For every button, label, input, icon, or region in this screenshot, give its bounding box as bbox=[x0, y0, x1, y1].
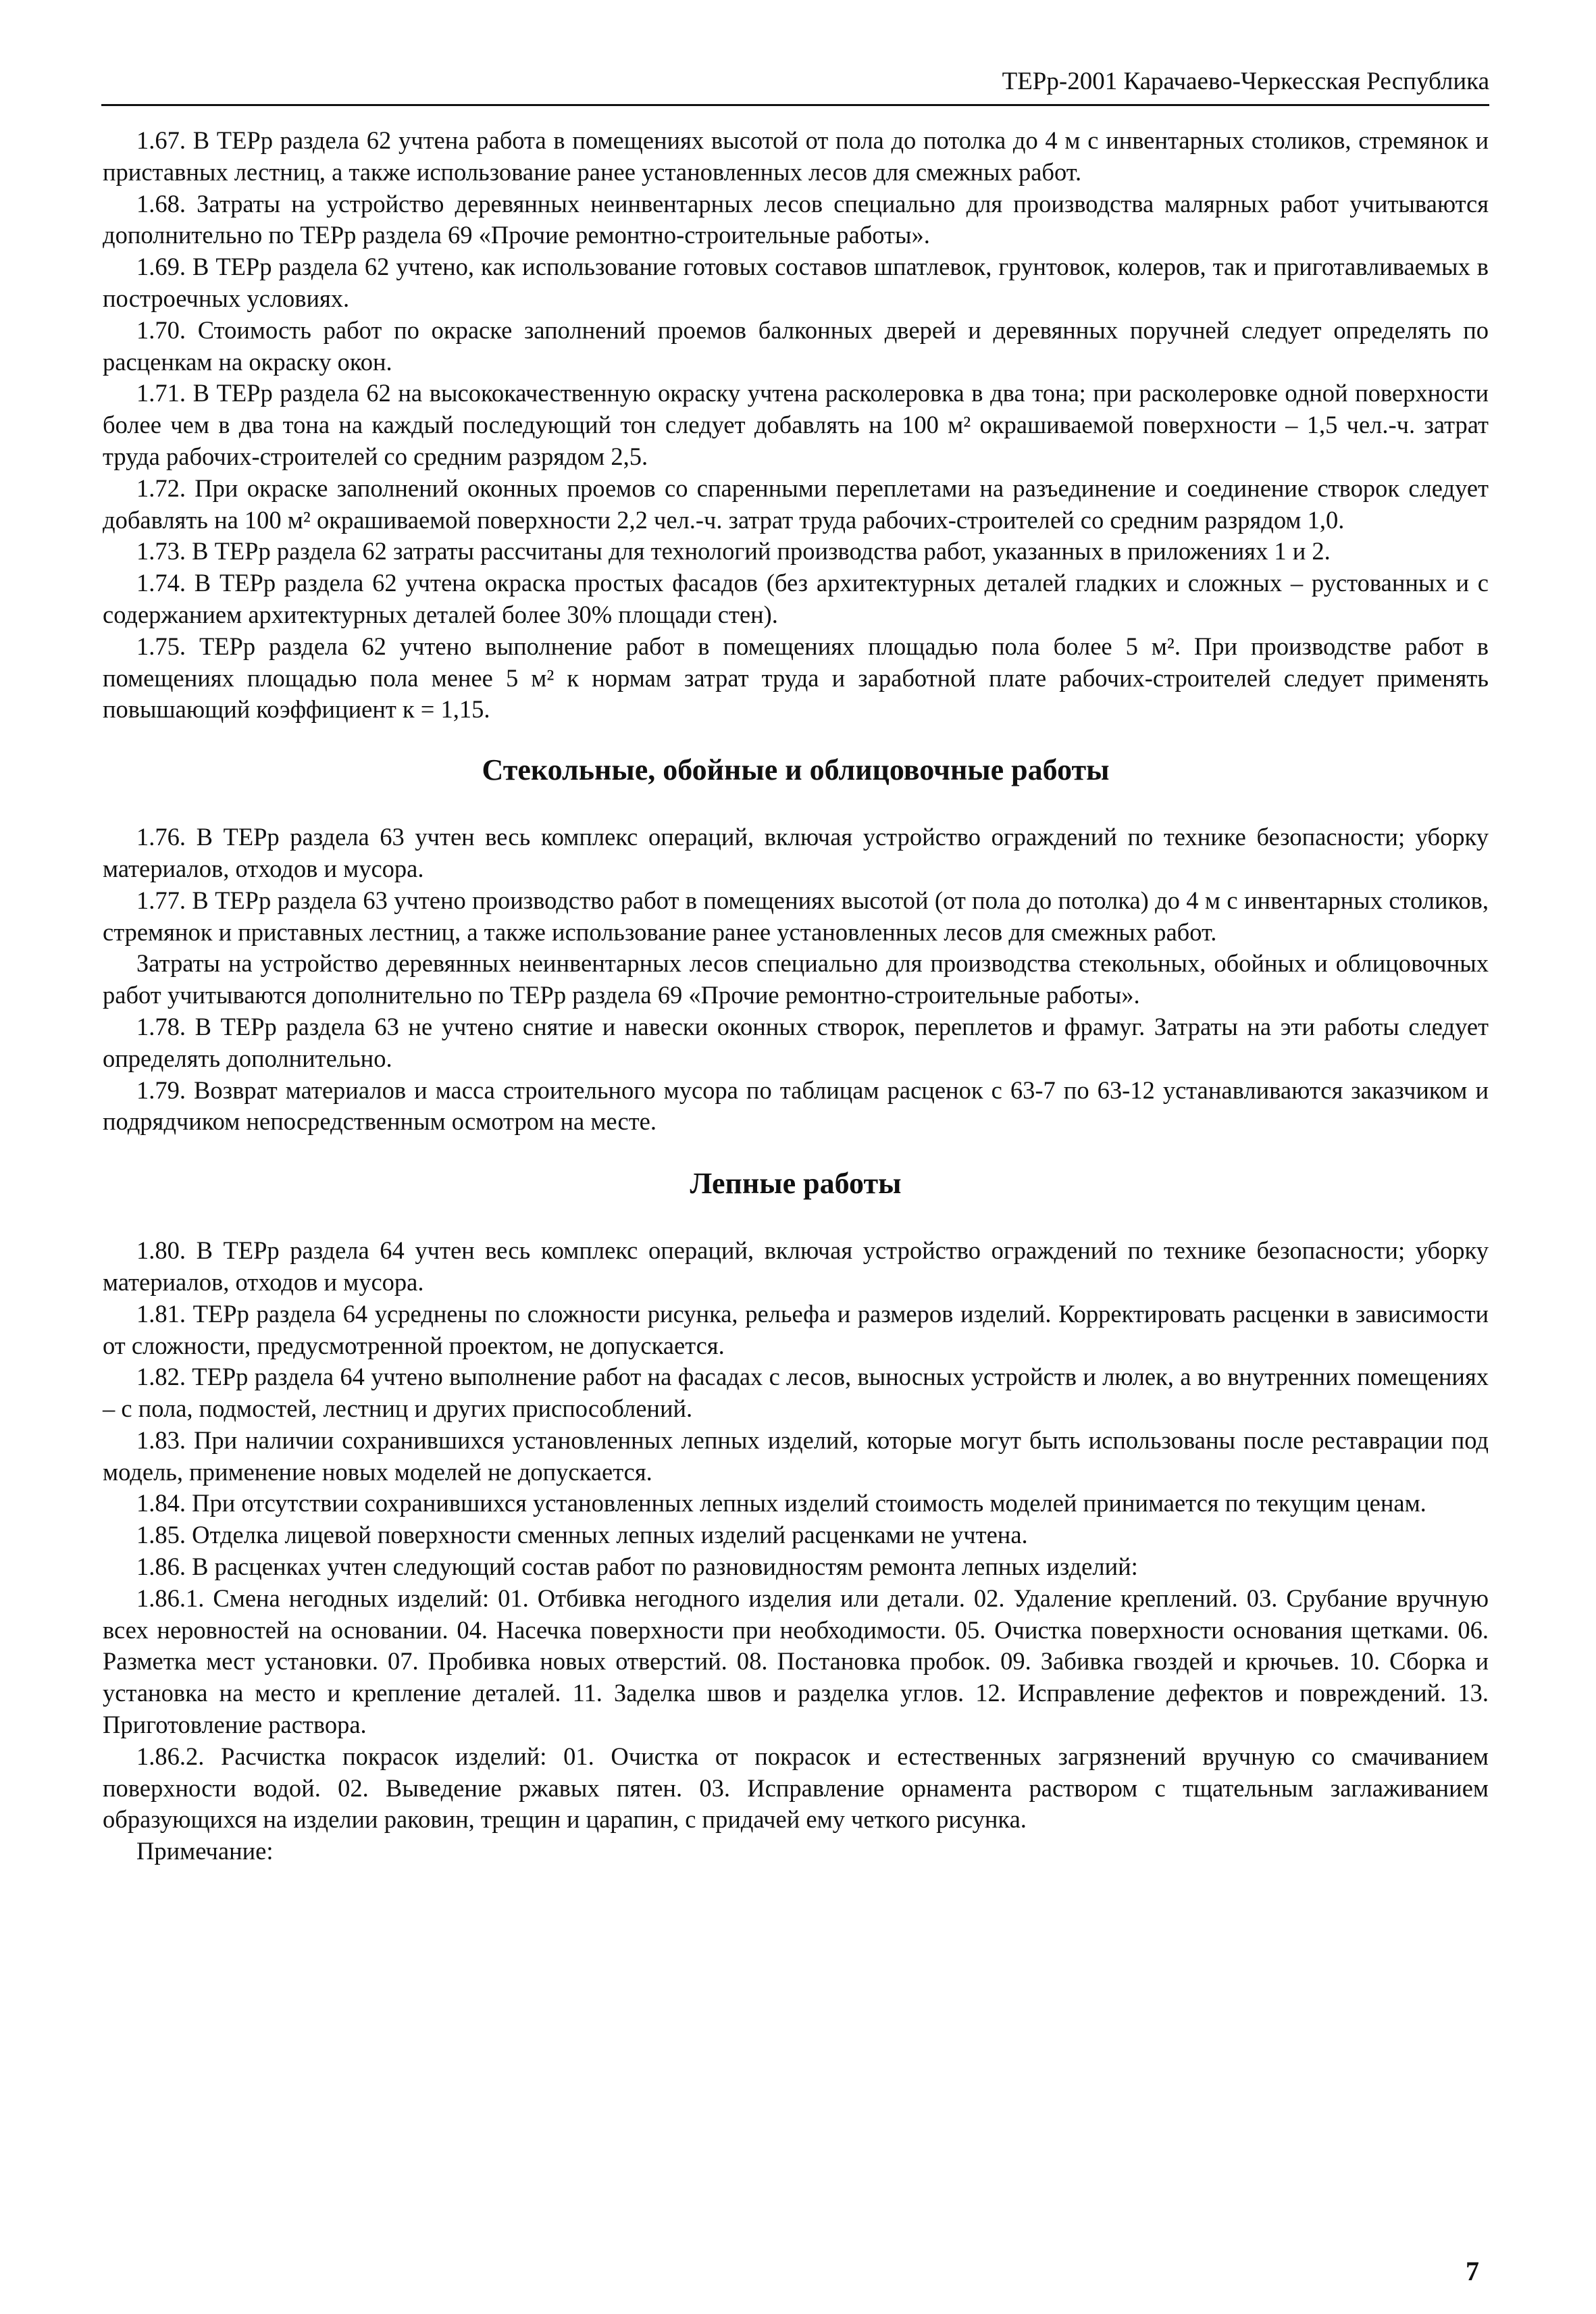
document-body bbox=[103, 125, 1489, 1867]
note-label: Примечание: bbox=[136, 1837, 274, 1865]
paragraph-1-68: 1.68. Затраты на устройство деревянных неинвентарных лесов специально для производства малярных работ учитываются дополнительно по ТЕРр раздела 69 «Прочие ремонтно-строительные работы». bbox=[103, 189, 1489, 249]
paragraph-1-75: 1.75. ТЕРр раздела 62 учтено выполнение работ в помещениях площадью пола более 5 м². При производстве работ в помещениях площадью пола менее 5 м² к нормам затрат труда и заработной плате рабочих-строителей следует применять повышающий коэффициент к = 1,15. bbox=[103, 632, 1489, 724]
paragraph-1-83: 1.83. При наличии сохранившихся установленных лепных изделий, которые могут быть использованы после реставрации под модель, применение новых моделей не допускается. bbox=[103, 1426, 1489, 1486]
paragraph-1-67: 1.67. В ТЕРр раздела 62 учтена работа в помещениях высотой от пола до потолка до 4 м с инвентарных столиков, стремянок и приставных лестниц, а также использование ранее установленных лесов для смежных работ. bbox=[103, 126, 1489, 186]
running-header: ТЕРр-2001 Карачаево-Черкесская Республика bbox=[1002, 68, 1489, 95]
paragraph-1-77: 1.77. В ТЕРр раздела 63 учтено производство работ в помещениях высотой (от пола до потолка) до 4 м с инвентарных столиков, стремянок и приставных лестниц, а также использование ранее установленных лесов для смежных работ. bbox=[103, 886, 1489, 946]
section-heading-stucco: Лепные работы bbox=[690, 1167, 902, 1201]
paragraph-1-76: 1.76. В ТЕРр раздела 63 учтен весь комплекс операций, включая устройство ограждений по технике безопасности; уборку материалов, отходов и мусора. bbox=[103, 823, 1489, 882]
paragraph-1-77-note: Затраты на устройство деревянных неинвентарных лесов специально для производства стекольных, обойных и облицовочных работ учитываются дополнительно по ТЕРр раздела 69 «Прочие ремонтно-строительные работы». bbox=[103, 949, 1489, 1009]
paragraph-1-86: 1.86. В расценках учтен следующий состав работ по разновидностям ремонта лепных изделий: bbox=[136, 1553, 1138, 1581]
paragraph-1-79: 1.79. Возврат материалов и масса строительного мусора по таблицам расценок с 63-7 по 63-12 устанавливаются заказчиком и подрядчиком непосредственным осмотром на месте. bbox=[103, 1076, 1489, 1136]
paragraph-1-82: 1.82. ТЕРр раздела 64 учтено выполнение работ на фасадах с лесов, выносных устройств и люлек, а во внутренних помещениях – с пола, подмостей, лестниц и других приспособлений. bbox=[103, 1363, 1489, 1423]
paragraph-1-86-1: 1.86.1. Смена негодных изделий: 01. Отбивка негодного изделия или детали. 02. Удаление креплений. 03. Срубание вручную всех неровностей на основании. 04. Насечка поверхности при необходимости. 05. Очистка поверхности основания щетками. 06. Разметка мест установки. 07. Пробивка новых отверстий. 08. Постановка пробок. 09. Забивка гвоздей и крючьев. 10. Сборка и установка на место и крепление деталей. 11. Заделка швов и разделка углов. 12. Исправление дефектов и повреждений. 13. Приготовление раствора. bbox=[103, 1584, 1489, 1739]
paragraph-1-85: 1.85. Отделка лицевой поверхности сменных лепных изделий расценками не учтена. bbox=[136, 1521, 1028, 1549]
section-heading-glazing: Стекольные, обойные и облицовочные работы bbox=[482, 753, 1110, 787]
header-rule bbox=[101, 104, 1489, 106]
paragraph-1-78: 1.78. В ТЕРр раздела 63 не учтено снятие и навески оконных створок, переплетов и фрамуг. Затраты на эти работы следует определять дополнительно. bbox=[103, 1012, 1489, 1072]
paragraph-1-70: 1.70. Стоимость работ по окраске заполнений проемов балконных дверей и деревянных поручней следует определять по расценкам на окраску окон. bbox=[103, 316, 1489, 376]
page-number: 7 bbox=[1466, 2256, 1479, 2286]
paragraph-1-80: 1.80. В ТЕРр раздела 64 учтен весь комплекс операций, включая устройство ограждений по технике безопасности; уборку материалов, отходов и мусора. bbox=[103, 1236, 1489, 1296]
paragraph-1-71: 1.71. В ТЕРр раздела 62 на высококачественную окраску учтена расколеровка в два тона; при расколеровке одной поверхности более чем в два тона на каждый последующий тон следует добавлять на 100 м² окрашиваемой поверхности – 1,5 чел.-ч. затрат труда рабочих-строителей со средним разрядом 2,5. bbox=[103, 379, 1489, 470]
paragraph-1-84: 1.84. При отсутствии сохранившихся установленных лепных изделий стоимость моделей принимается по текущим ценам. bbox=[136, 1489, 1426, 1517]
paragraph-1-73: 1.73. В ТЕРр раздела 62 затраты рассчитаны для технологий производства работ, указанных в приложениях 1 и 2. bbox=[136, 537, 1331, 565]
paragraph-1-86-2: 1.86.2. Расчистка покрасок изделий: 01. Очистка от покрасок и естественных загрязнений вручную со смачиванием поверхности водой. 02. Выведение ржавых пятен. 03. Исправление орнамента раствором с тщательным заглаживанием образующихся на изделии раковин, трещин и царапин, с придачей ему четкого рисунка. bbox=[103, 1742, 1489, 1834]
paragraph-1-81: 1.81. ТЕРр раздела 64 усреднены по сложности рисунка, рельефа и размеров изделий. Корректировать расценки в зависимости от сложности, предусмотренной проектом, не допускается. bbox=[103, 1299, 1489, 1359]
paragraph-1-74: 1.74. В ТЕРр раздела 62 учтена окраска простых фасадов (без архитектурных деталей гладких и сложных – рустованных и с содержанием архитектурных деталей более 30% площади стен). bbox=[103, 569, 1489, 628]
paragraph-1-69: 1.69. В ТЕРр раздела 62 учтено, как использование готовых составов шпатлевок, грунтовок, колеров, так и приготавливаемых в построечных условиях. bbox=[103, 253, 1489, 312]
paragraph-1-72: 1.72. При окраске заполнений оконных проемов со спаренными переплетами на разъединение и соединение створок следует добавлять на 100 м² окрашиваемой поверхности 2,2 чел.-ч. затрат труда рабочих-строителей со средним разрядом 1,0. bbox=[103, 474, 1489, 534]
